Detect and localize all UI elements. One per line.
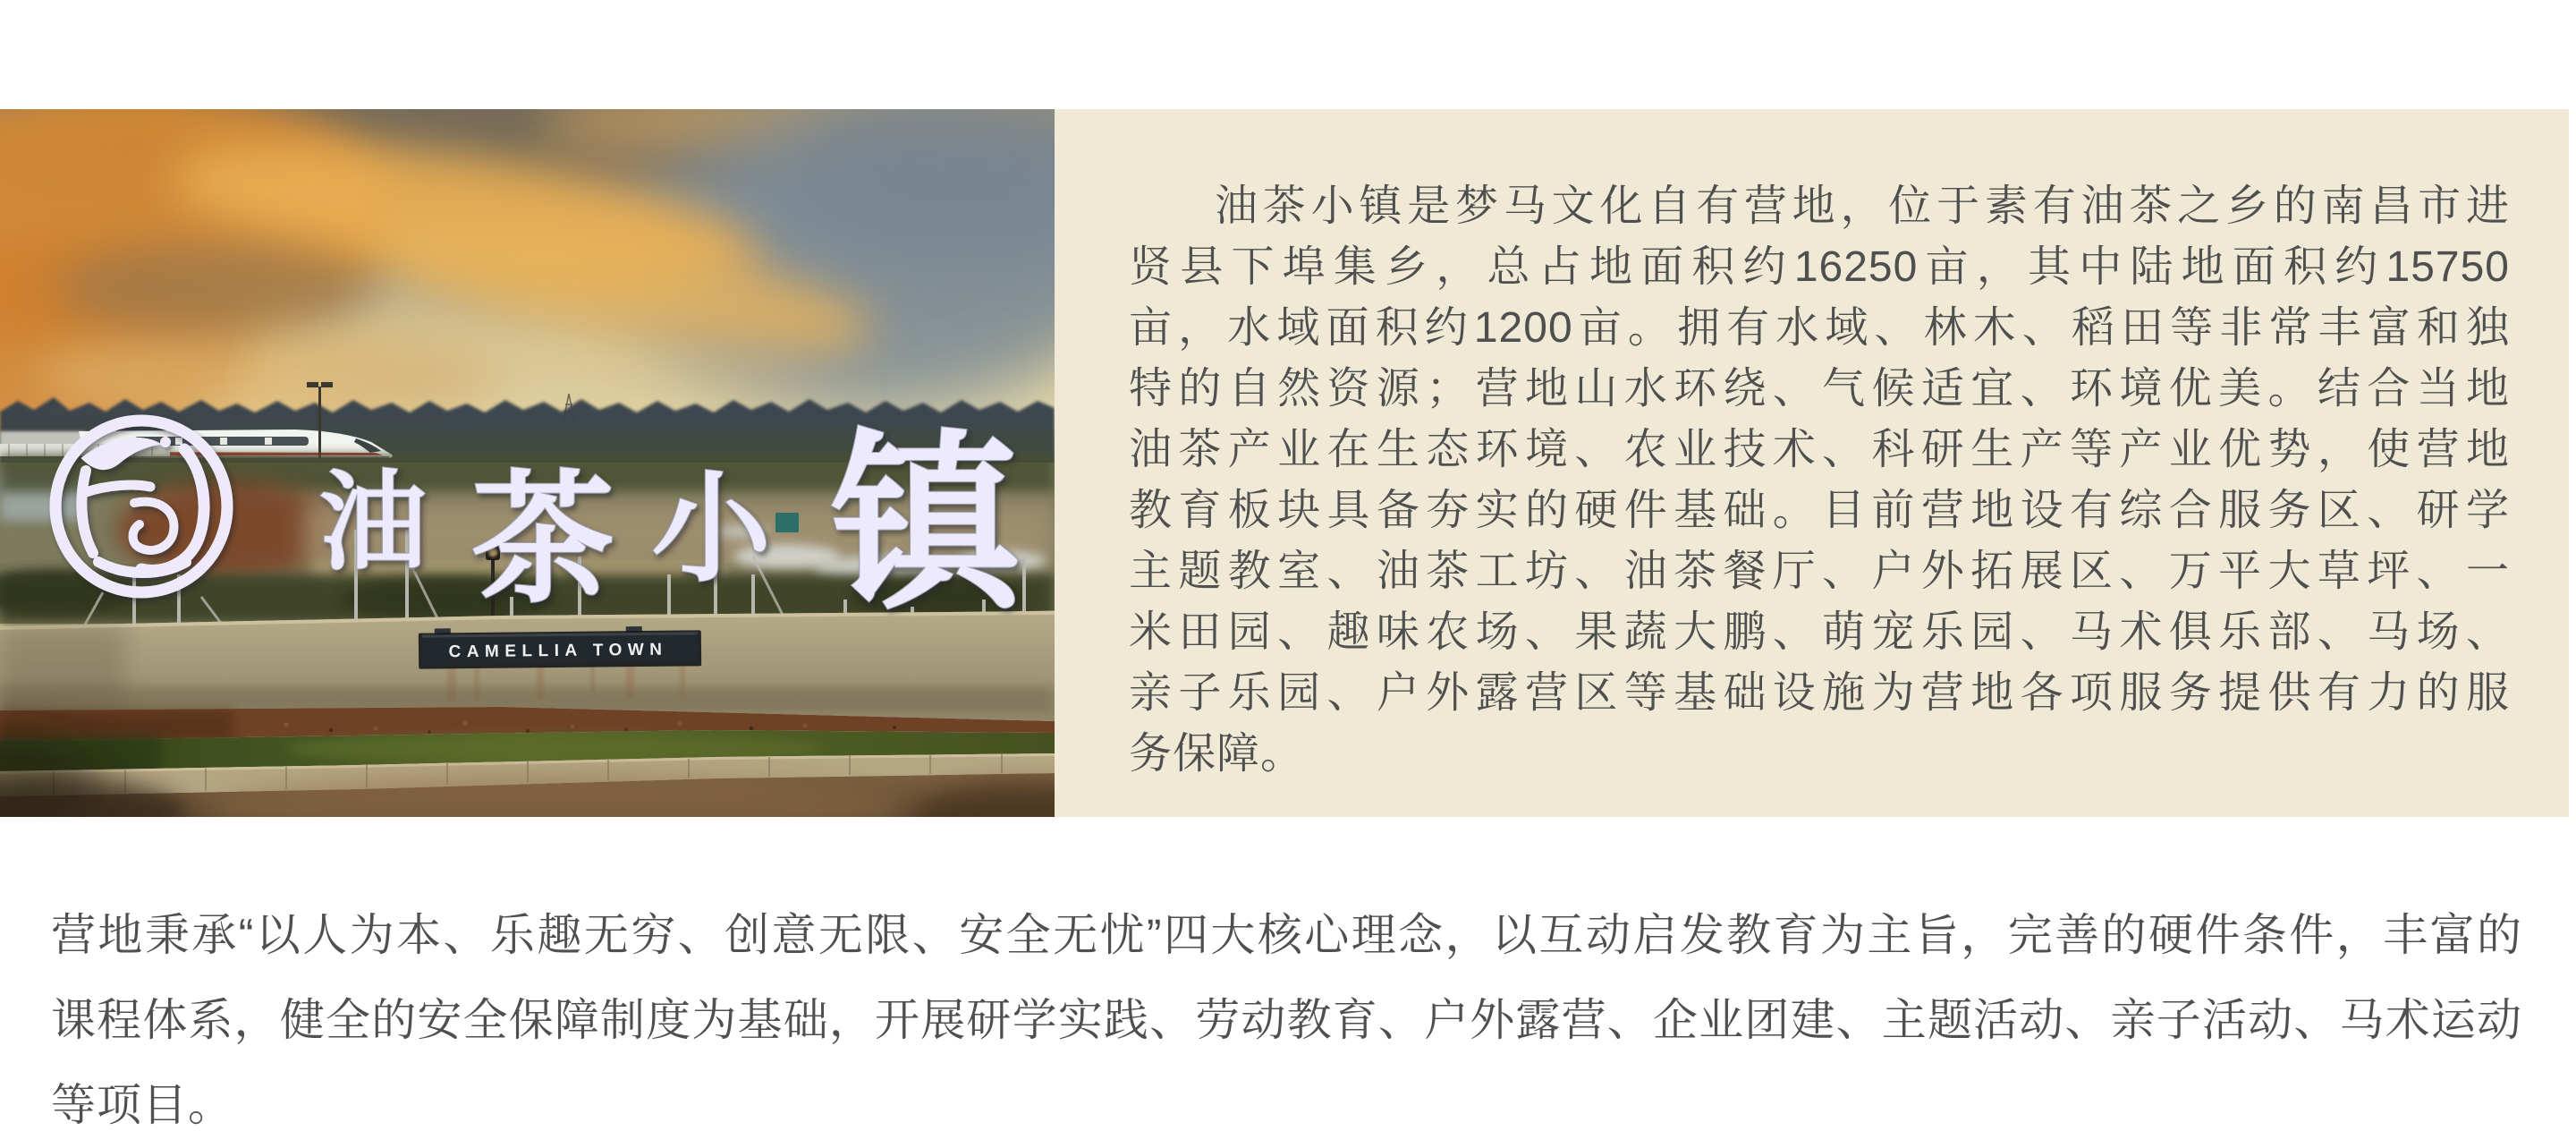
philosophy-paragraph bbox=[51, 893, 2522, 1148]
philosophy-line: 课程体系，健全的安全保障制度为基础，开展研学实践、劳动教育、户外露营、企业团建、主题活动、亲子活动、马术运动 bbox=[51, 995, 2522, 1045]
intro-line: 教育板块具备夯实的硬件基础。目前营地设有综合服务区、研学 bbox=[1129, 487, 2510, 534]
entrance-photo bbox=[0, 109, 1055, 817]
intro-line: 贤县下埠集乡，总占地面积约16250亩，其中陆地面积约15750 bbox=[1129, 243, 2510, 291]
sign-char-xiao: 小 bbox=[651, 463, 771, 596]
intro-text-panel bbox=[1055, 109, 2569, 817]
intro-line: 亲子乐园、户外露营区等基础设施为营地各项服务提供有力的服 bbox=[1129, 669, 2510, 717]
philosophy-line: 营地秉承“以人为本、乐趣无穷、创意无限、安全无忧”四大核心理念，以互动启发教育为主旨，完善的硬件条件，丰富的 bbox=[51, 910, 2522, 960]
intro-line: 特的自然资源；营地山水环绕、气候适宜、环境优美。结合当地 bbox=[1129, 365, 2510, 412]
sign-char-you: 油 bbox=[319, 463, 427, 583]
sign-char-zhen: 镇 bbox=[830, 418, 1021, 631]
intro-line: 务保障。 bbox=[1129, 730, 1305, 778]
intro-line: 油茶产业在生态环境、农业技术、科研生产等产业优势，使营地 bbox=[1129, 426, 2510, 473]
intro-line: 米田园、趣味农场、果蔬大鹏、萌宠乐园、马术俱乐部、马场、 bbox=[1129, 608, 2510, 656]
intro-line: 主题教室、油茶工坊、油茶餐厅、户外拓展区、万平大草坪、一 bbox=[1129, 548, 2510, 595]
sign-char-cha: 茶 bbox=[470, 459, 615, 619]
intro-line: 油茶小镇是梦马文化自有营地，位于素有油茶之乡的南昌市进 bbox=[1215, 183, 2510, 230]
distant-teal-sign bbox=[775, 513, 799, 532]
philosophy-line: 等项目。 bbox=[51, 1080, 233, 1130]
intro-line: 亩，水域面积约1200亩。拥有水域、林木、稻田等非常丰富和独 bbox=[1129, 304, 2510, 352]
plaque-text: CAMELLIA TOWN bbox=[448, 640, 668, 662]
